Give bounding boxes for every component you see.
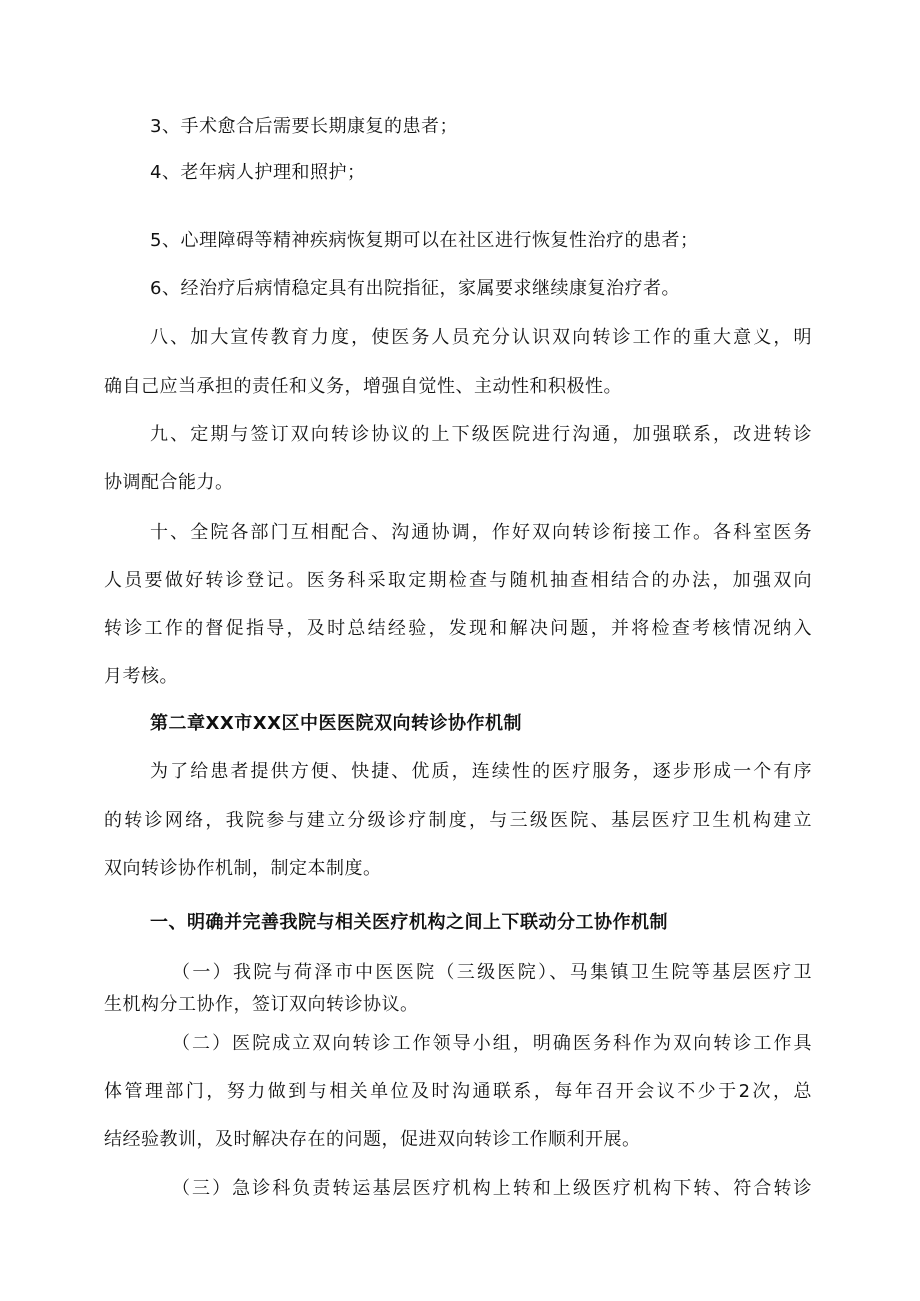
text-line: 确自己应当承担的责任和义务，增强自觉性、主动性和积极性。 xyxy=(104,376,622,397)
text-line: 月考核。 xyxy=(104,666,178,687)
text-line: 为了给患者提供方便、快捷、优质，连续性的医疗服务，逐步形成一个有序 xyxy=(150,761,812,782)
text-line: 5、心理障碍等精神疾病恢复期可以在社区进行恢复性治疗的患者； xyxy=(150,230,699,251)
text-line: 双向转诊协作机制，制定本制度。 xyxy=(104,858,382,879)
text-line: （二）医院成立双向转诊工作领导小组，明确医务科作为双向转诊工作具 xyxy=(172,1033,812,1054)
text-line: 6、经治疗后病情稳定具有出院指征，家属要求继续康复治疗者。 xyxy=(150,278,680,299)
text-line: 十、全院各部门互相配合、沟通协调，作好双向转诊衔接工作。各科室医务 xyxy=(150,522,812,543)
text-line: 人员要做好转诊登记。医务科采取定期检查与随机抽查相结合的办法，加强双向 xyxy=(104,570,812,591)
chapter-title: 第二章XX市XX区中医医院双向转诊协作机制 xyxy=(150,713,523,734)
text-line: （三）急诊科负责转运基层医疗机构上转和上级医疗机构下转、符合转诊 xyxy=(172,1178,812,1199)
text-line: 的转诊网络，我院参与建立分级诊疗制度，与三级医院、基层医疗卫生机构建立 xyxy=(104,810,812,831)
text-line: 转诊工作的督促指导，及时总结经验，发现和解决问题，并将检查考核情况纳入 xyxy=(104,618,812,639)
text-line: 生机构分工协作，签订双向转诊协议。 xyxy=(104,994,419,1015)
text-line: 八、加大宣传教育力度，使医务人员充分认识双向转诊工作的重大意义，明 xyxy=(150,327,812,348)
text-line: 3、手术愈合后需要长期康复的患者； xyxy=(150,116,458,137)
text-line: 4、老年病人护理和照护； xyxy=(150,162,366,183)
text-line: 结经验教训，及时解决存在的问题，促进双向转诊工作顺利开展。 xyxy=(104,1129,641,1150)
text-line: 九、定期与签订双向转诊协议的上下级医院进行沟通，加强联系，改进转诊 xyxy=(150,424,812,445)
text-line: （一）我院与荷泽市中医医院（三级医院）、马集镇卫生院等基层医疗卫 xyxy=(172,962,812,983)
section-heading: 一、明确并完善我院与相关医疗机构之间上下联动分工协作机制 xyxy=(150,912,668,933)
text-line: 协调配合能力。 xyxy=(104,472,234,493)
text-line: 体管理部门，努力做到与相关单位及时沟通联系，每年召开会议不少于2次，总 xyxy=(104,1081,812,1102)
